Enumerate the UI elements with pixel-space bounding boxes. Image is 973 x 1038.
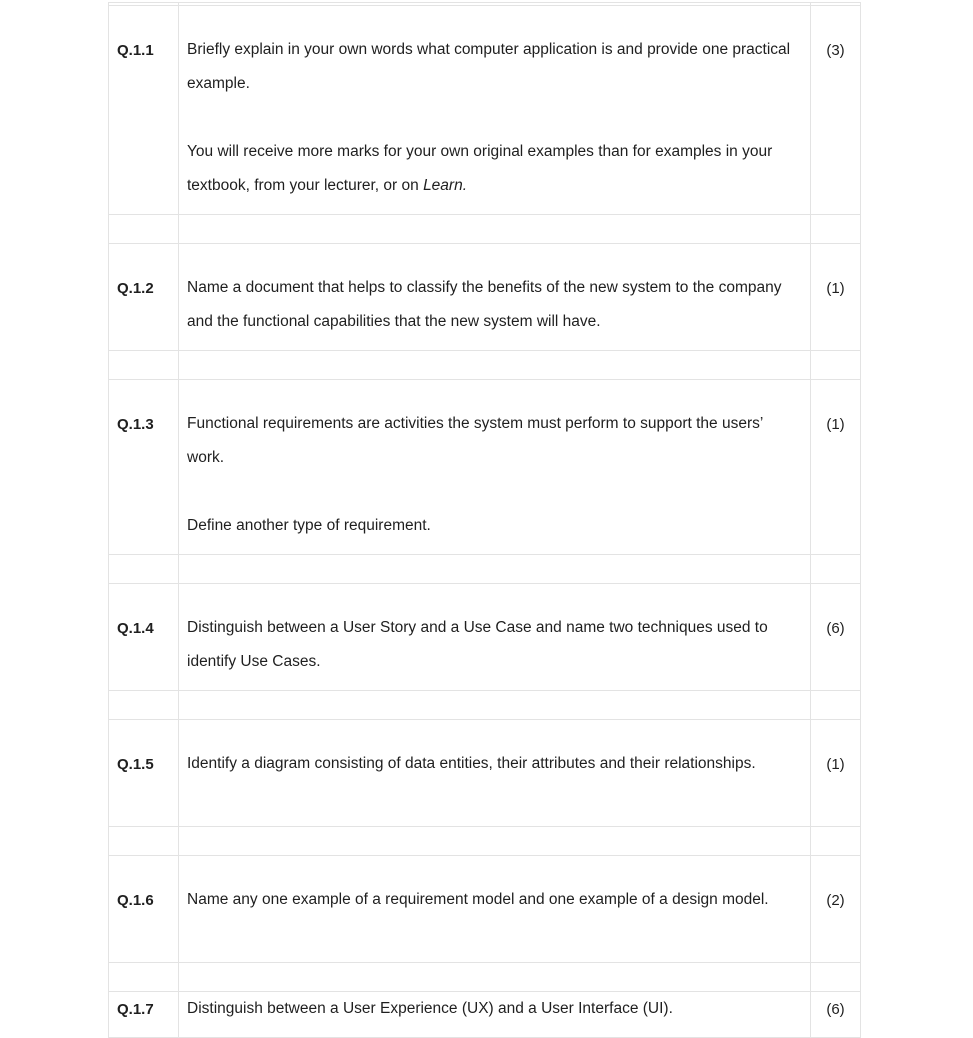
table-spacer-row xyxy=(109,827,861,856)
question-marks: (1) xyxy=(811,380,861,555)
question-paragraph: Name a document that helps to classify the benefits of the new system to the company and the functional capabilities that the new system will have. xyxy=(187,279,782,330)
question-text xyxy=(179,244,811,351)
question-marks: (1) xyxy=(811,720,861,827)
question-paragraph: Functional requirements are activities the system must perform to support the users’ work. xyxy=(187,415,763,466)
table-spacer-row xyxy=(109,351,861,380)
question-marks: (6) xyxy=(811,584,861,691)
question-marks: (3) xyxy=(811,6,861,215)
question-paragraph: Briefly explain in your own words what computer application is and provide one practical example. xyxy=(187,41,791,92)
question-text xyxy=(179,380,811,555)
questions-table xyxy=(108,2,861,1038)
question-number: Q.1.5 xyxy=(109,720,179,827)
question-text xyxy=(179,856,811,963)
question-text xyxy=(179,584,811,691)
question-paragraph xyxy=(187,135,802,203)
question-paragraph-text: You will receive more marks for your own original examples than for examples in your textbook, from your lecturer, or on xyxy=(187,143,773,194)
question-paragraph: Distinguish between a User Experience (UX) and a User Interface (UI). xyxy=(187,1000,673,1017)
question-row xyxy=(109,244,861,351)
question-row xyxy=(109,380,861,555)
table-spacer-row xyxy=(109,555,861,584)
question-number: Q.1.3 xyxy=(109,380,179,555)
table-spacer-row xyxy=(109,215,861,244)
question-marks: (2) xyxy=(811,856,861,963)
question-number: Q.1.6 xyxy=(109,856,179,963)
question-text xyxy=(179,992,811,1038)
table-spacer-row xyxy=(109,963,861,992)
question-number: Q.1.7 xyxy=(109,992,179,1038)
table-spacer-row xyxy=(109,691,861,720)
question-row xyxy=(109,6,861,215)
question-marks: (1) xyxy=(811,244,861,351)
question-paragraph: Identify a diagram consisting of data entities, their attributes and their relationships. xyxy=(187,755,756,772)
question-row xyxy=(109,720,861,827)
question-paragraph: Distinguish between a User Story and a Use Case and name two techniques used to identify Use Cases. xyxy=(187,619,768,670)
question-row xyxy=(109,992,861,1038)
learn-emphasis: Learn. xyxy=(423,177,468,194)
question-paragraph: Name any one example of a requirement model and one example of a design model. xyxy=(187,891,769,908)
question-number: Q.1.1 xyxy=(109,6,179,215)
question-paragraph: Define another type of requirement. xyxy=(187,517,431,534)
question-text xyxy=(179,6,811,215)
question-number: Q.1.2 xyxy=(109,244,179,351)
question-row xyxy=(109,856,861,963)
question-text xyxy=(179,720,811,827)
question-marks: (6) xyxy=(811,992,861,1038)
question-row xyxy=(109,584,861,691)
question-number: Q.1.4 xyxy=(109,584,179,691)
